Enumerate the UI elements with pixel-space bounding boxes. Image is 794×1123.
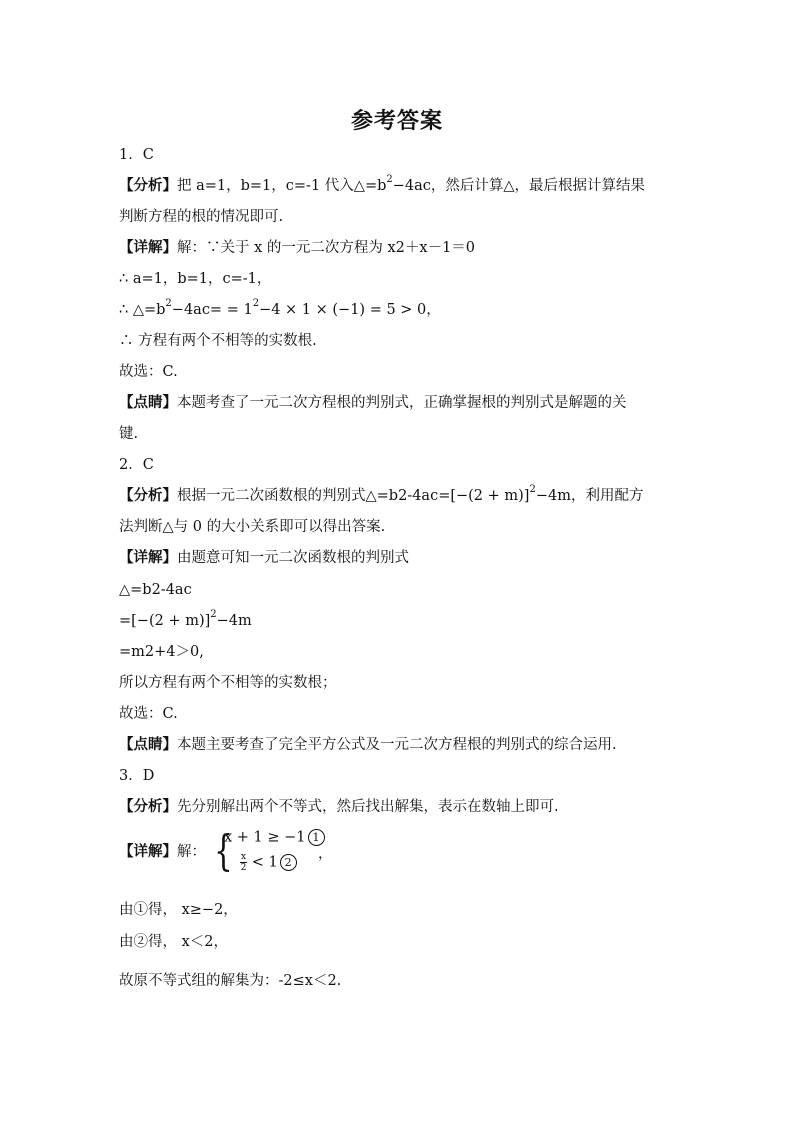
q1-detail-line4: ∴ 方程有两个不相等的实数根.	[119, 333, 317, 349]
q3-detail-tag: 【详解】	[119, 844, 177, 860]
q1-choice: 故选：C.	[119, 364, 178, 380]
q1-detail: 【详解】解：∵关于 x 的一元二次方程为 x2＋x－1＝0	[119, 240, 476, 256]
q2-detail-line2: △=b2-4ac	[119, 582, 192, 598]
q3-detail: 【详解】解：	[119, 844, 206, 860]
q2-analysis: 【分析】根据一元二次函数根的判别式△=b2-4ac=[−(2 + m)]$^2$−4m，利用配方	[119, 484, 644, 504]
left-brace: {	[214, 826, 233, 875]
q2-detail: 【详解】由题意可知一元二次函数根的判别式	[119, 550, 409, 566]
q1-analysis-line2: 判断方程的根的情况即可.	[119, 209, 284, 225]
page-title: 参考答案	[350, 109, 443, 134]
q1-detail-line2: ∴ a=1，b=1，c=-1，	[119, 271, 272, 287]
q1-comment-line2: 键.	[119, 426, 139, 442]
q2-choice: 故选：C.	[119, 706, 178, 722]
q1-detail-tag: 【详解】	[119, 240, 177, 256]
inequality-1: x + 1 ≥ −1 1	[224, 829, 325, 846]
q1-analysis: 【分析】把 a=1，b=1，c=-1 代入$\triangle=b^2-4ac$，然后计算△，最后根据计算结果	[119, 174, 646, 194]
inequality-system	[214, 826, 333, 876]
q3-analysis-tag: 【分析】	[119, 799, 177, 815]
q2-comment: 【点睛】本题主要考查了完全平方公式及一元二次方程根的判别式的综合运用.	[119, 737, 617, 753]
circled-mark-1: 1	[308, 829, 325, 846]
circled-mark-2: 2	[280, 854, 297, 871]
q2-detail-line4: =m2+4＞0,	[119, 644, 204, 660]
q2-detail-line5: 所以方程有两个不相等的实数根；	[119, 675, 337, 691]
q3-conclusion: 故原不等式组的解集为：-2≤x＜2.	[119, 973, 342, 989]
inequality-2: $\frac{x}{2}$ < 1 2	[240, 852, 297, 873]
q1-number: 1．C	[119, 147, 154, 163]
q3-step1: 由①得， x≥−2，	[119, 902, 238, 918]
q1-comment-tag: 【点睛】	[119, 395, 177, 411]
q2-detail-line3: $=[-(2 + m)]^2-4m$	[119, 609, 252, 629]
q2-analysis-tag: 【分析】	[119, 488, 177, 504]
q2-number: 2．C	[119, 457, 154, 473]
q2-detail-tag: 【详解】	[119, 550, 177, 566]
q1-comment: 【点睛】本题考查了一元二次方程根的判别式，正确掌握根的判别式是解题的关	[119, 395, 627, 411]
q3-number: 3．D	[119, 768, 155, 784]
q1-detail-line3: ∴ $\triangle=b^2-4ac= = 1^2-4 \times 1 \times (-1) = 5 > 0$，	[119, 298, 441, 318]
system-comma: ，	[318, 846, 333, 862]
q1-analysis-tag: 【分析】	[119, 178, 177, 194]
q2-comment-tag: 【点睛】	[119, 737, 177, 753]
fraction-x-over-2: $\frac{x}{2}$	[240, 852, 247, 873]
q3-step2: 由②得， x＜2，	[119, 934, 229, 950]
q3-analysis: 【分析】先分别解出两个不等式，然后找出解集，表示在数轴上即可.	[119, 799, 559, 815]
q2-analysis-line2: 法判断△与 0 的大小关系即可以得出答案.	[119, 519, 386, 535]
